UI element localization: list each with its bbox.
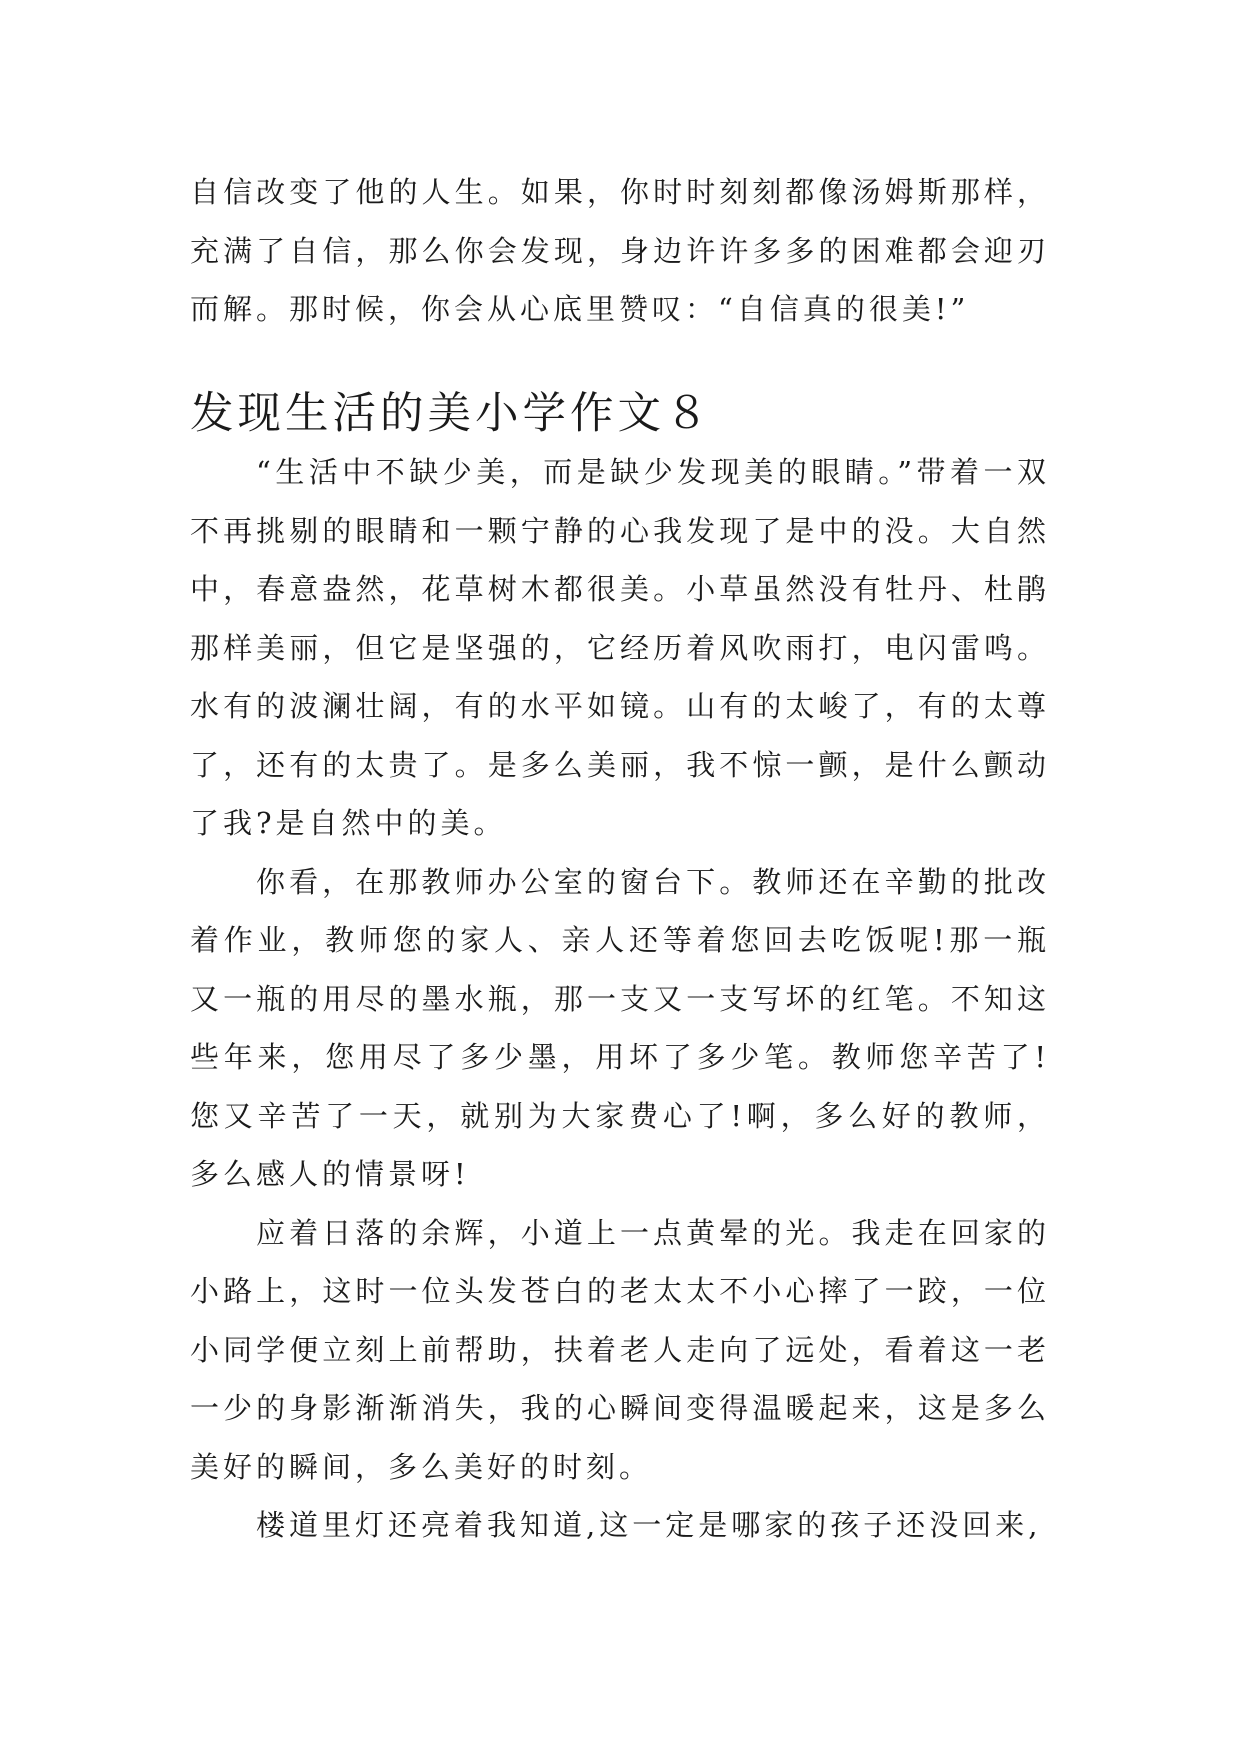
paragraph-3: 应着日落的余辉，小道上一点黄晕的光。我走在回家的小路上，这时一位头发苍白的老太太不小心摔了一跤，一位小同学便立刻上前帮助，扶着老人走向了远处，看着这一老一少的身影渐渐消失，我的心瞬间变得温暖起来，这是多么美好的瞬间，多么美好的时刻。 (190, 1215, 1050, 1484)
document-body (190, 163, 1050, 1555)
intro-paragraph: 自信改变了他的人生。如果，你时时刻刻都像汤姆斯那样，充满了自信，那么你会发现，身边许许多多的困难都会迎刃而解。那时候，你会从心底里赞叹：“自信真的很美!” (190, 175, 1050, 326)
paragraph-4: 楼道里灯还亮着我知道,这一定是哪家的孩子还没回来, (256, 1508, 1042, 1542)
paragraph-2: 你看，在那教师办公室的窗台下。教师还在辛勤的批改着作业，教师您的家人、亲人还等着您回去吃饭呢!那一瓶又一瓶的用尽的墨水瓶，那一支又一支写坏的红笔。不知这些年来，您用尽了多少墨，用坏了多少笔。教师您辛苦了!您又辛苦了一天，就别为大家费心了!啊，多么好的教师，多么感人的情景呀! (190, 864, 1050, 1191)
paragraph-1: “生活中不缺少美，而是缺少发现美的眼睛。”带着一双不再挑剔的眼睛和一颗宁静的心我发现了是中的没。大自然中，春意盎然，花草树木都很美。小草虽然没有牡丹、杜鹃那样美丽，但它是坚强的，它经历着风吹雨打，电闪雷鸣。水有的波澜壮阔，有的水平如镜。山有的太峻了，有的太尊了，还有的太贵了。是多么美丽，我不惊一颤，是什么颤动了我?是自然中的美。 (190, 455, 1050, 840)
section-title: 发现生活的美小学作文８ (190, 388, 713, 439)
